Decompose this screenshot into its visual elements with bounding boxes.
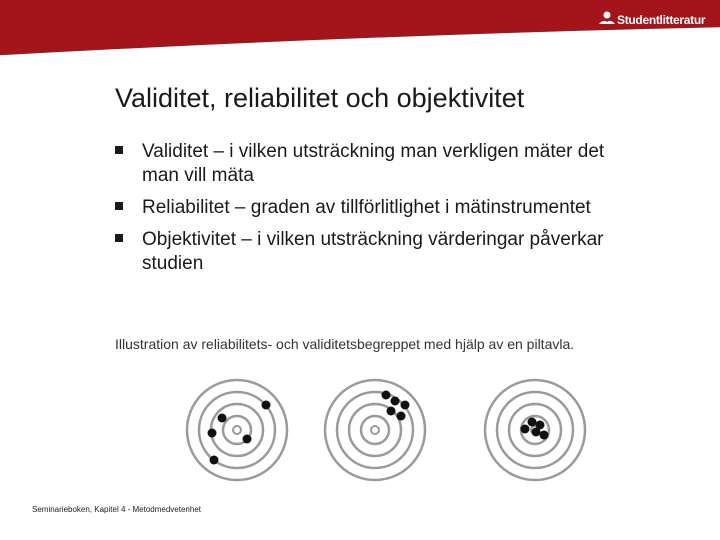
bullet-square-icon: [115, 202, 123, 210]
bullet-square-icon: [115, 146, 123, 154]
book-logo-icon: [598, 10, 616, 26]
dart-hit: [521, 425, 530, 434]
dart-hit: [387, 407, 396, 416]
dart-hit: [243, 435, 252, 444]
brand-tagline: ett förlag med sikt framåt: [640, 29, 701, 35]
brand-logo: [598, 10, 706, 40]
bullet-list: [115, 140, 635, 284]
bullet-item: [115, 196, 635, 220]
dartboard-illustration: [185, 378, 605, 488]
slide-title: Validitet, reliabilitet och objektivitet: [115, 83, 525, 113]
dart-hit: [218, 414, 227, 423]
dartboard-scattered: [187, 380, 287, 480]
dart-hit: [262, 401, 271, 410]
dart-hit: [528, 418, 537, 427]
dart-hit: [210, 456, 219, 465]
dart-hit: [208, 429, 217, 438]
bullet-text: Objektivitet – i vilken utsträckning värderingar påverkar studien: [142, 229, 604, 274]
dartboard-clustered-center: [485, 380, 585, 480]
bullet-square-icon: [115, 234, 123, 242]
footer-source: Seminarieboken, Kapitel 4 - Metodmedvetenhet: [32, 505, 201, 514]
bullet-item: [115, 140, 635, 188]
illustration-caption: Illustration av reliabilitets- och validitetsbegreppet med hjälp av en piltavla.: [115, 336, 575, 352]
dart-hit: [382, 391, 391, 400]
dart-hit: [401, 401, 410, 410]
brand-name: Studentlitteratur: [617, 13, 706, 27]
bullet-item: [115, 228, 635, 276]
dart-hit: [532, 428, 541, 437]
bullet-text: Validitet – i vilken utsträckning man verkligen mäter det man vill mäta: [142, 141, 605, 186]
dartboard-clustered-off-center: [325, 380, 425, 480]
dart-hit: [397, 412, 406, 421]
dart-hit: [540, 431, 549, 440]
header-bar: [0, 0, 720, 58]
bullet-text: Reliabilitet – graden av tillförlitlighet i mätinstrumentet: [142, 197, 591, 218]
dart-hit: [391, 397, 400, 406]
